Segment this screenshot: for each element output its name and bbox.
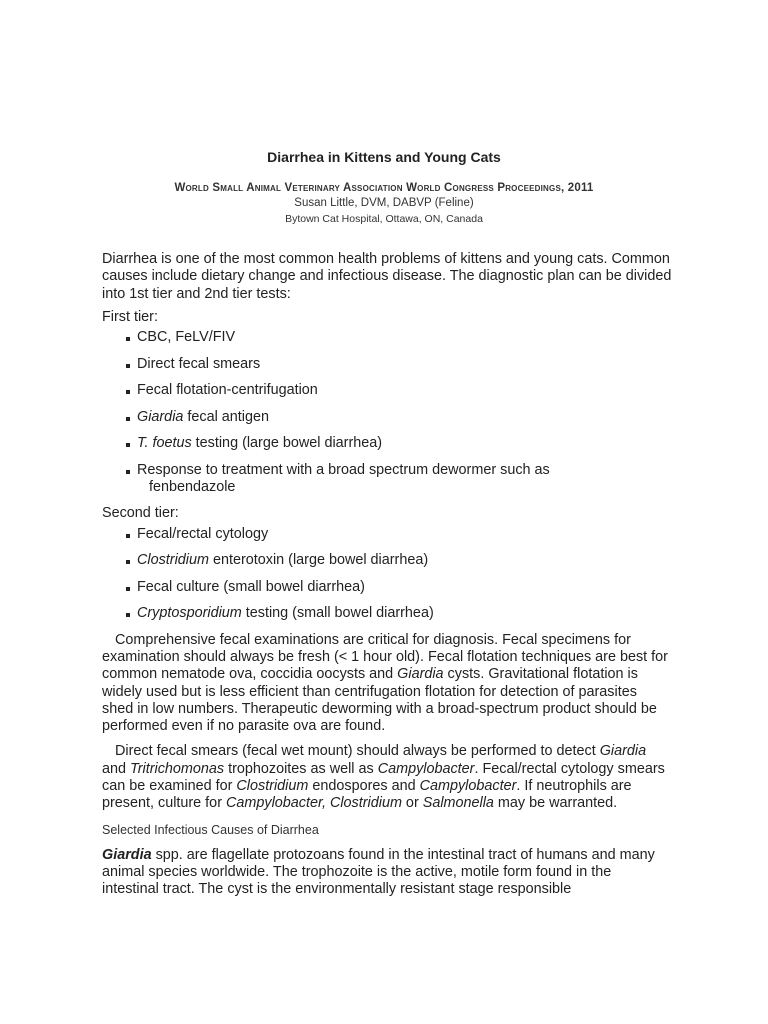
- list-item: Giardia fecal antigen: [126, 409, 672, 426]
- fecal-smears-paragraph: Direct fecal smears (fecal wet mount) should always be performed to detect Giardia and Tritrichomonas trophozoites as well as Campylobacter. Fecal/rectal cytology smears can be examined for Clostridium endospores and Campylobacter. If neutrophils are present, culture for Campylobacter, Clostridium or Salmonella may be warranted.: [102, 743, 665, 812]
- list-item: Fecal flotation-centrifugation: [126, 382, 672, 399]
- list-item: CBC, FeLV/FIV: [126, 329, 672, 346]
- document-title: Diarrhea in Kittens and Young Cats: [267, 149, 501, 165]
- first-tier-list: [102, 329, 672, 496]
- affiliation-line: Bytown Cat Hospital, Ottawa, ON, Canada: [285, 213, 483, 225]
- second-tier-label: Second tier:: [102, 505, 179, 522]
- list-item: Clostridium enterotoxin (large bowel diarrhea): [126, 552, 672, 569]
- intro-paragraph: Diarrhea is one of the most common health problems of kittens and young cats. Common causes include dietary change and infectious disease. The diagnostic plan can be divided into 1st tier and 2nd tier tests:: [102, 251, 672, 302]
- first-tier-label: First tier:: [102, 308, 158, 325]
- section-caption: Selected Infectious Causes of Diarrhea: [102, 822, 319, 837]
- proceedings-line: World Small Animal Veterinary Association World Congress Proceedings, 2011: [174, 182, 594, 194]
- list-item: Direct fecal smears: [126, 356, 672, 373]
- second-tier-list: [102, 526, 672, 623]
- list-item: T. foetus testing (large bowel diarrhea): [126, 435, 672, 452]
- italic-term: Giardia: [137, 408, 184, 425]
- list-item: Cryptosporidium testing (small bowel diarrhea): [126, 605, 672, 622]
- author-line: Susan Little, DVM, DABVP (Feline): [294, 197, 474, 209]
- fecal-exam-paragraph: Comprehensive fecal examinations are critical for diagnosis. Fecal specimens for examination should always be fresh (< 1 hour old). Fecal flotation techniques are best for common nematode ova, coccidia oocysts and Giardia cysts. Gravitational flotation is widely used but is less efficient than centrifugation flotation for detection of parasites shed in low numbers. Therapeutic deworming with a broad-spectrum product should be performed even if no parasite ova are found.: [102, 631, 668, 735]
- giardia-paragraph: Giardia spp. are flagellate protozoans found in the intestinal tract of humans and many animal species worldwide. The trophozoite is the active, motile form found in the intestinal tract. The cyst is the environmentally resistant stage responsible: [102, 846, 655, 898]
- italic-term: T. foetus: [137, 435, 192, 452]
- list-item: Response to treatment with a broad spectrum dewormer such as fenbendazole: [126, 462, 672, 497]
- italic-term: Cryptosporidium: [137, 605, 242, 622]
- list-item: Fecal/rectal cytology: [126, 526, 672, 543]
- article-body: [102, 251, 672, 899]
- list-item: Fecal culture (small bowel diarrhea): [126, 579, 672, 596]
- italic-term: Clostridium: [137, 552, 209, 569]
